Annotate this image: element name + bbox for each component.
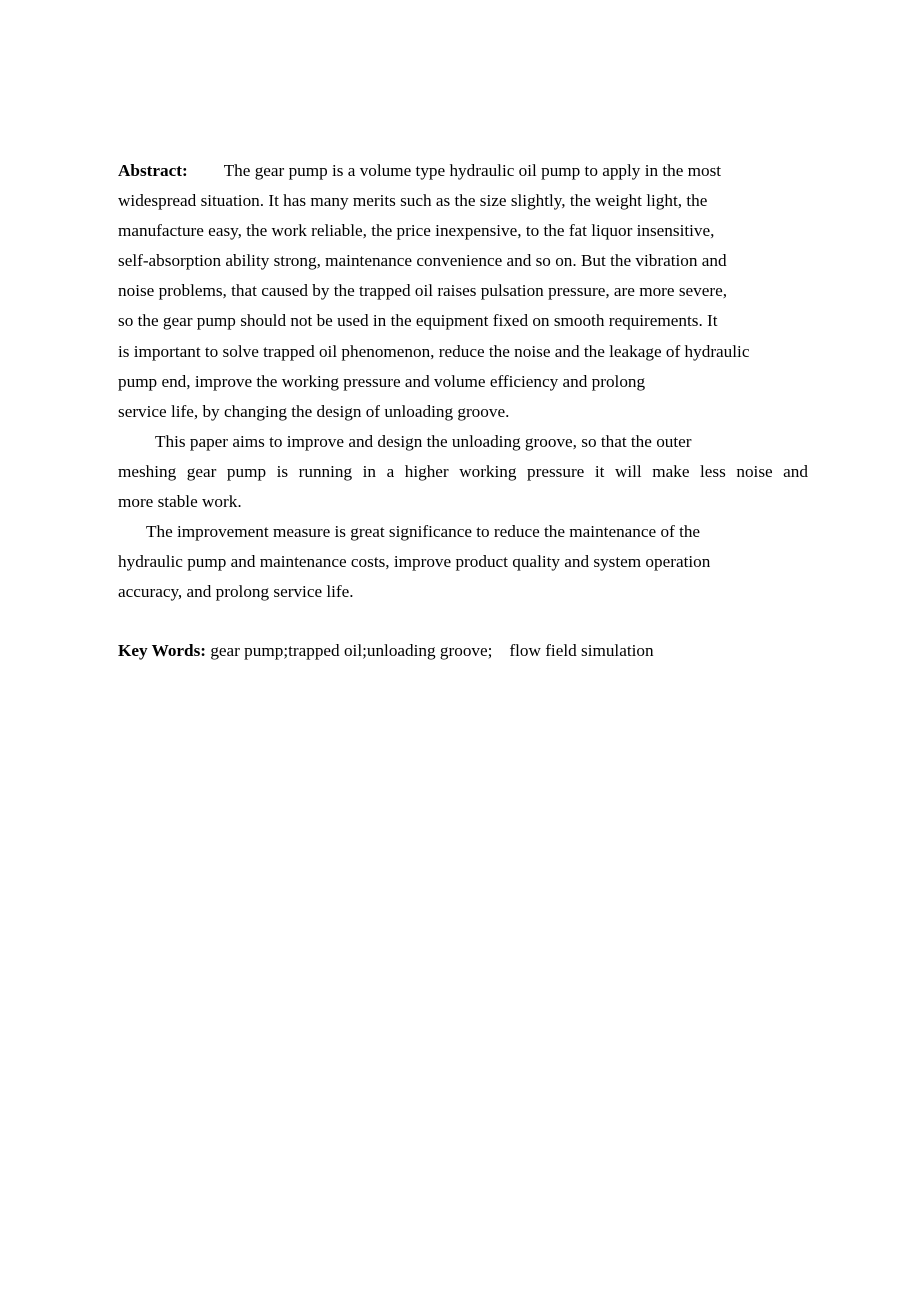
keywords-section: [118, 636, 808, 666]
paragraph-line: [118, 427, 808, 457]
abstract-line: widespread situation. It has many merits such as the size slightly, the weight light, the: [118, 191, 708, 211]
abstract-line: so the gear pump should not be used in the equipment fixed on smooth requirements. It: [118, 311, 718, 331]
paragraph-line: hydraulic pump and maintenance costs, improve product quality and system operation: [118, 552, 711, 572]
paragraph-line: accuracy, and prolong service life.: [118, 582, 354, 602]
keywords-label: Key Words:: [118, 641, 207, 660]
abstract-line: self-absorption ability strong, maintenance convenience and so on. But the vibration and: [118, 251, 727, 271]
paragraph-text: This paper aims to improve and design the unloading groove, so that the outer: [155, 431, 692, 451]
abstract-line: is important to solve trapped oil phenomenon, reduce the noise and the leakage of hydraulic: [118, 341, 750, 361]
abstract-line: [118, 156, 808, 186]
abstract-line: noise problems, that caused by the trapped oil raises pulsation pressure, are more severe,: [118, 281, 728, 301]
abstract-line: service life, by changing the design of unloading groove.: [118, 401, 510, 421]
keywords-text: gear pump;trapped oil;unloading groove;: [210, 641, 493, 660]
abstract-text: The gear pump is a volume type hydraulic oil pump to apply in the most: [223, 161, 722, 180]
paragraph-text: The improvement measure is great significance to reduce the maintenance of the: [146, 522, 701, 542]
paragraph-line: [118, 517, 808, 547]
keywords-last: flow field simulation: [509, 641, 654, 660]
abstract-section: [118, 156, 808, 607]
paragraph-line: meshing gear pump is running in a higher working pressure it will make less noise and: [118, 461, 808, 481]
abstract-line: pump end, improve the working pressure and volume efficiency and prolong: [118, 371, 646, 391]
abstract-line: manufacture easy, the work reliable, the price inexpensive, to the fat liquor insensitive,: [118, 221, 715, 241]
abstract-label: Abstract:: [118, 161, 188, 180]
paragraph-line: more stable work.: [118, 492, 242, 512]
